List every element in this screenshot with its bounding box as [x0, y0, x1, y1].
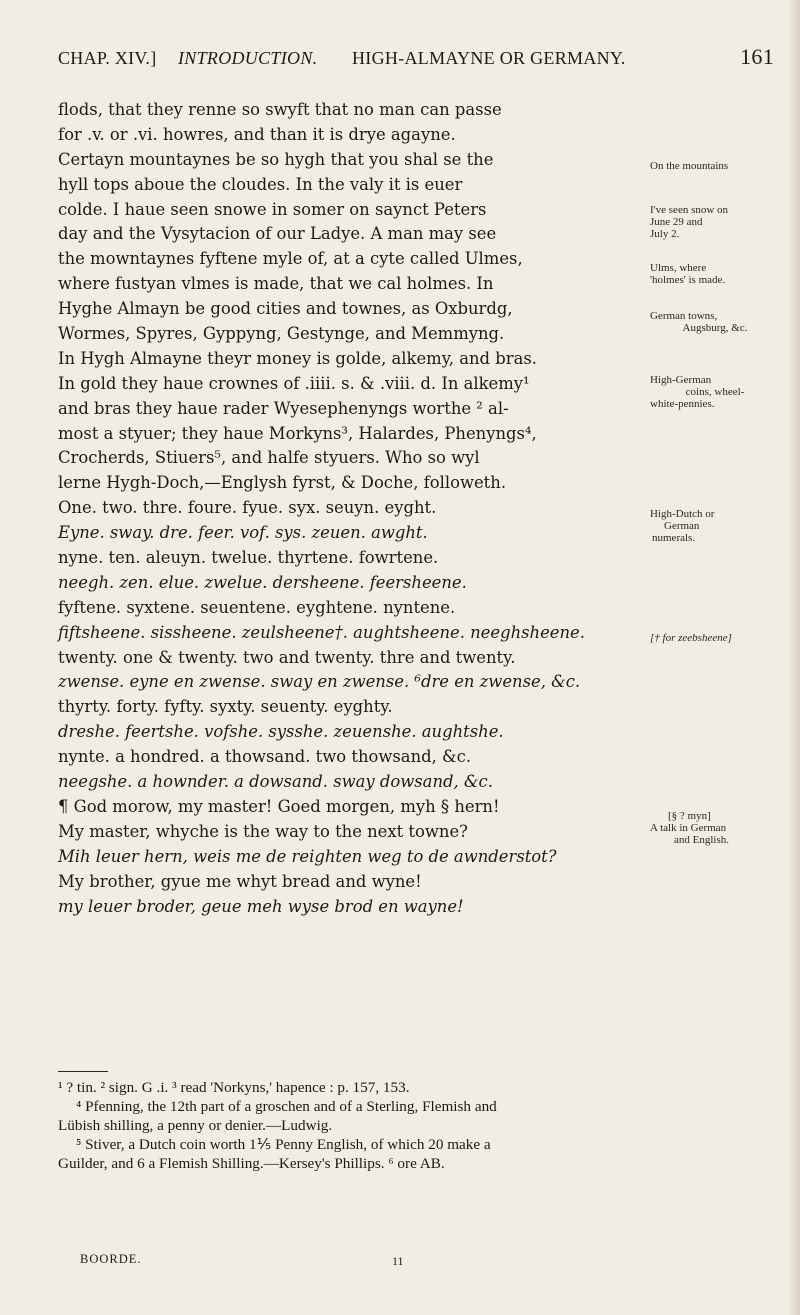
- text-line: my leuer broder, geue meh wyse brod en wayne!: [58, 896, 464, 916]
- sidenote-ulms: [650, 262, 780, 286]
- text-line: lerne Hygh-Doch,—Englysh fyrst, & Doche, followeth.: [58, 473, 507, 493]
- sidenote-line: and English.: [674, 834, 729, 846]
- text-line: Crocherds, Stiuers⁵, and halfe styuers. Who so wyl: [58, 448, 480, 468]
- sidenote-line: High-Dutch or: [650, 508, 715, 520]
- text-line: nynte. a hondred. a thowsand. two thowsand, &c.: [58, 747, 472, 767]
- sidenote-numerals: [650, 508, 780, 544]
- footnotes: [58, 1078, 774, 1173]
- signature-mark: BOORDE.: [80, 1252, 142, 1266]
- sidenote-line: [† for zeebsheene]: [650, 632, 732, 644]
- text-line: day and the Vysytacion of our Ladye. A man may see: [58, 224, 497, 244]
- sidenote-line: coins, wheel-: [685, 386, 745, 398]
- footnote-line: ¹ ? tin. ² sign. G .i. ³ read 'Norkyns,' hapence : p. 157, 153.: [58, 1079, 410, 1096]
- page-number: 161: [740, 44, 774, 69]
- sidenote-zeebsheene: [650, 632, 780, 644]
- sidenote-mountains: [650, 160, 780, 172]
- sidenote-line: [§ ? myn]: [668, 810, 711, 822]
- footnote-line: ⁴ Pfenning, the 12th part of a groschen and of a Sterling, Flemish and: [76, 1098, 497, 1115]
- sidenote-snow: [650, 204, 780, 240]
- section-label: INTRODUCTION.: [178, 48, 318, 68]
- text-line: fiftsheene. sissheene. zeulsheene†. aughtsheene. neeghsheene.: [58, 622, 585, 642]
- main-text: [58, 98, 638, 919]
- chapter-label: CHAP. XIV.]: [58, 48, 157, 68]
- footnote-line: Guilder, and 6 a Flemish Shilling.—Kersey's Phillips. ⁶ ore AB.: [58, 1155, 445, 1172]
- text-line: fyftene. syxtene. seuentene. eyghtene. nyntene.: [58, 597, 456, 617]
- text-line: One. two. thre. foure. fyue. syx. seuyn. eyght.: [58, 498, 437, 518]
- text-line: In gold they haue crownes of .iiii. s. & .viii. d. In alkemy¹: [58, 373, 530, 393]
- text-line: neegshe. a hownder. a dowsand. sway dowsand, &c.: [58, 772, 493, 792]
- sidenote-line: numerals.: [652, 532, 696, 544]
- text-line: Hyghe Almayn be good cities and townes, as Oxburdg,: [58, 299, 513, 319]
- text-line: where fustyan vlmes is made, that we cal holmes. In: [58, 274, 494, 294]
- text-line: hyll tops aboue the cloudes. In the valy it is euer: [58, 174, 463, 194]
- sidenote-line: German: [664, 520, 700, 532]
- sidenote-coins: [650, 374, 780, 410]
- sidenote-line: white-pennies.: [650, 398, 715, 410]
- text-line: twenty. one & twenty. two and twenty. thre and twenty.: [58, 647, 516, 667]
- page-title: HIGH-ALMAYNE OR GERMANY.: [352, 48, 626, 68]
- text-line: for .v. or .vi. howres, and than it is drye agayne.: [58, 124, 456, 144]
- sidenote-line: June 29 and: [650, 216, 703, 228]
- text-line: Mih leuer hern, weis me de reighten weg to de awnderstot?: [58, 846, 557, 866]
- sidenote-line: 'holmes' is made.: [650, 274, 726, 286]
- sidenote-line: A talk in German: [650, 822, 727, 834]
- text-line: Wormes, Spyres, Gyppyng, Gestynge, and Memmyng.: [58, 324, 505, 344]
- footnote-divider: [58, 1071, 108, 1072]
- text-line: zwense. eyne en zwense. sway en zwense. ⁶dre en zwense, &c.: [58, 672, 581, 692]
- sidenote-line: Augsburg, &c.: [682, 322, 748, 334]
- sidenote-line: Ulms, where: [650, 262, 707, 274]
- text-line: Certayn mountaynes be so hygh that you shal se the: [58, 149, 494, 169]
- footnote-line: Lübish shilling, a penny or denier.—Ludwig.: [58, 1117, 333, 1134]
- text-line: the mowntaynes fyftene myle of, at a cyte called Ulmes,: [58, 249, 523, 269]
- sidenote-line: July 2.: [650, 228, 680, 240]
- text-line: ¶ God morow, my master! Goed morgen, myh § hern!: [58, 796, 500, 816]
- signature-number: 11: [392, 1254, 404, 1268]
- text-line: flods, that they renne so swyft that no man can passe: [58, 100, 502, 119]
- text-line: most a styuer; they haue Morkyns³, Halardes, Phenyngs⁴,: [58, 423, 537, 443]
- text-line: My master, whyche is the way to the next towne?: [58, 821, 468, 841]
- text-line: My brother, gyue me whyt bread and wyne!: [58, 871, 422, 891]
- text-line: Eyne. sway. dre. feer. vof. sys. zeuen. awght.: [58, 523, 428, 543]
- text-line: colde. I haue seen snowe in somer on saynct Peters: [58, 199, 487, 219]
- text-line: thyrty. forty. fyfty. syxty. seuenty. eyghty.: [58, 697, 393, 717]
- sidenote-line: On the mountains: [650, 160, 729, 172]
- running-head: [58, 44, 774, 74]
- page-edge: [790, 0, 800, 1315]
- sidenote-line: German towns,: [650, 310, 718, 322]
- text-line: nyne. ten. aleuyn. twelue. thyrtene. fowrtene.: [58, 548, 439, 568]
- text-line: neegh. zen. elue. zwelue. dersheene. feersheene.: [58, 572, 467, 592]
- text-line: In Hygh Almayne theyr money is golde, alkemy, and bras.: [58, 348, 537, 368]
- sidenote-talk: [650, 810, 780, 846]
- text-line: dreshe. feertshe. vofshe. sysshe. zeuenshe. aughtshe.: [58, 722, 504, 742]
- sidenote-line: High-German: [650, 374, 712, 386]
- sidenote-german-towns: [650, 310, 780, 334]
- footnote-line: ⁵ Stiver, a Dutch coin worth 1⅕ Penny English, of which 20 make a: [76, 1136, 491, 1153]
- text-line: and bras they haue rader Wyesephenyngs worthe ² al-: [58, 398, 509, 418]
- sidenote-line: I've seen snow on: [650, 204, 729, 216]
